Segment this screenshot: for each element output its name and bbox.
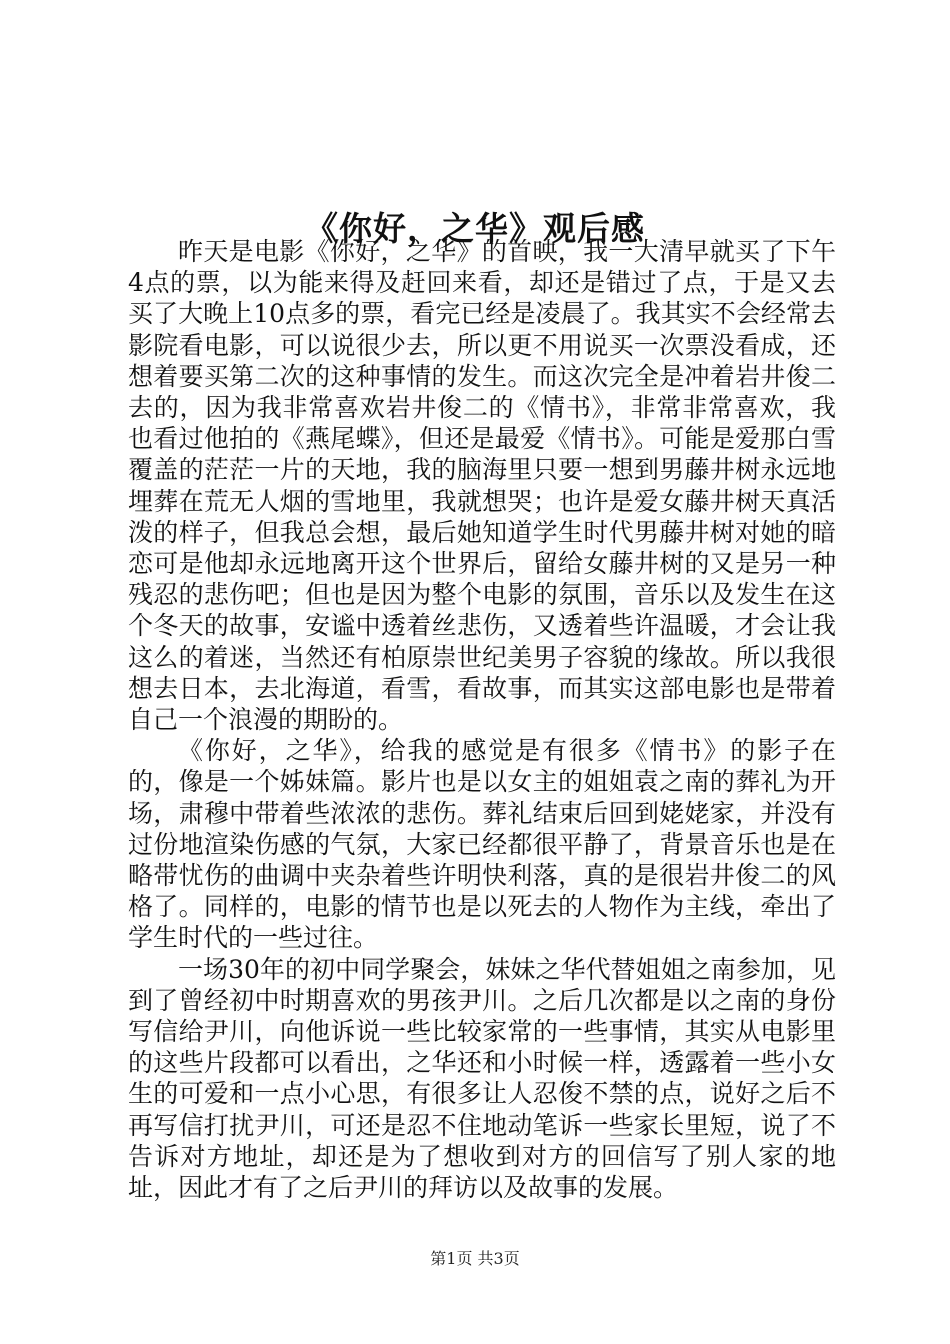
document-body <box>128 236 836 1203</box>
page-footer: 第1页 共3页 <box>430 1249 520 1268</box>
document-title: 《你好，之华》观后感 <box>305 209 645 249</box>
paragraph-2: 《你好，之华》，给我的感觉是有很多《情书》的影子在的，像是一个姊妹篇。影片也是以女主的姐姐袁之南的葬礼为开场，肃穆中带着些浓浓的悲伤。葬礼结束后回到姥姥家，并没有过份地渲染伤感的气氛，大家已经都很平静了，背景音乐也是在略带忧伤的曲调中夹杂着些许明快利落，真的是很岩井俊二的风格了。同样的，电影的情节也是以死去的人物作为主线，牵出了学生时代的一些过往。 <box>128 736 836 953</box>
paragraph-1: 昨天是电影《你好，之华》的首映，我一大清早就买了下午4点的票，以为能来得及赶回来看，却还是错过了点，于是又去买了大晚上10点多的票，看完已经是凌晨了。我其实不会经常去影院看电影，可以说很少去，所以更不用说买一次票没看成，还想着要买第二次的这种事情的发生。而这次完全是冲着岩井俊二去的，因为我非常喜欢岩井俊二的《情书》，非常非常喜欢，我也看过他拍的《燕尾蝶》，但还是最爱《情书》。可能是爱那白雪覆盖的茫茫一片的天地，我的脑海里只要一想到男藤井树永远地埋葬在荒无人烟的雪地里，我就想哭；也许是爱女藤井树天真活泼的样子，但我总会想，最后她知道学生时代男藤井树对她的暗恋可是他却永远地离开这个世界后，留给女藤井树的又是另一种残忍的悲伤吧；但也是因为整个电影的氛围，音乐以及发生在这个冬天的故事，安谧中透着丝悲伤，又透着些许温暖，才会让我这么的着迷，当然还有柏原崇世纪美男子容貌的缘故。所以我很想去日本，去北海道，看雪，看故事，而其实这部电影也是带着自己一个浪漫的期盼的。 <box>128 237 836 735</box>
paragraph-3: 一场30年的初中同学聚会，妹妹之华代替姐姐之南参加，见到了曾经初中时期喜欢的男孩尹川。之后几次都是以之南的身份写信给尹川，向他诉说一些比较家常的一些事情，其实从电影里的这些片段都可以看出，之华还和小时候一样，透露着一些小女生的可爱和一点小心思，有很多让人忍俊不禁的点，说好之后不再写信打扰尹川，可还是忍不住地动笔诉一些家长里短，说了不告诉对方地址，却还是为了想收到对方的回信写了别人家的地址，因此才有了之后尹川的拜访以及故事的发展。 <box>128 954 836 1203</box>
